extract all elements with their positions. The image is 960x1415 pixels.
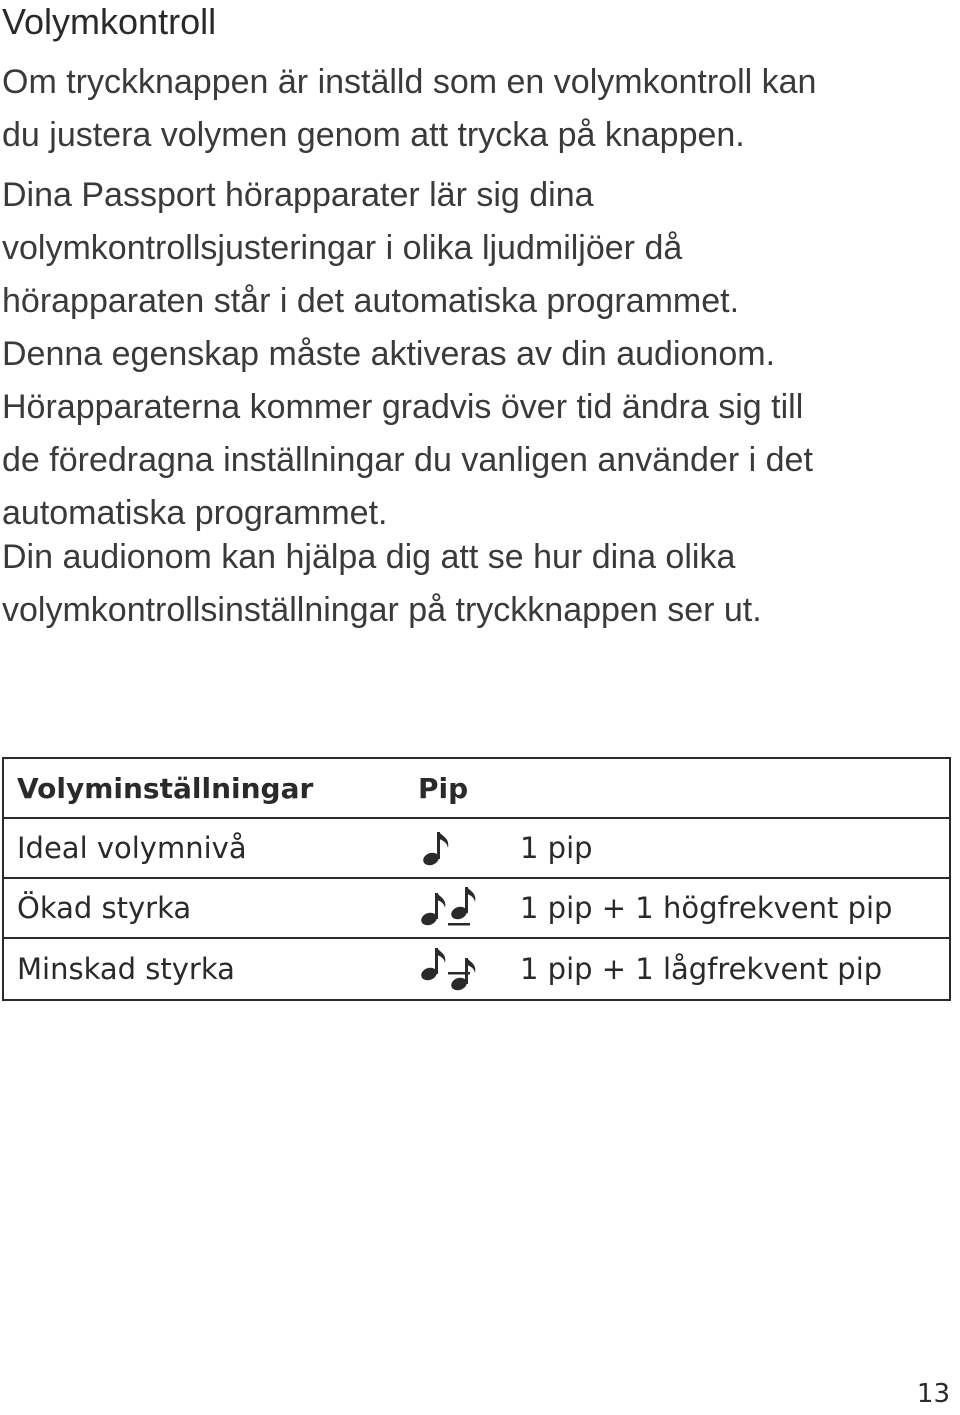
volume-setting-label: Ökad styrka — [17, 891, 192, 925]
volume-setting-label: Minskad styrka — [17, 952, 235, 986]
intro-paragraph — [2, 56, 816, 162]
table-row — [4, 939, 949, 999]
paragraph-line: Om tryckknappen är inställd som en volymkontroll kan — [2, 63, 817, 101]
paragraph-line: Hörapparaterna kommer gradvis över tid ändra sig till — [2, 388, 804, 426]
note-plus-low-note-icon — [418, 939, 488, 999]
paragraph-line: de föredragna inställningar du vanligen använder i det — [2, 441, 813, 479]
pip-description: 1 pip — [520, 831, 593, 865]
volume-setting-label: Ideal volymnivå — [17, 831, 247, 865]
note-plus-high-note-icon — [418, 879, 488, 937]
paragraph-line: volymkontrollsjusteringar i olika ljudmiljöer då — [2, 229, 683, 267]
paragraph-line: Din audionom kan hjälpa dig att se hur dina olika — [2, 538, 736, 576]
single-note-icon — [418, 819, 458, 877]
table-row — [4, 819, 949, 879]
column-header-pip: Pip — [418, 771, 469, 805]
table-header-row — [4, 759, 949, 819]
page-title: Volymkontroll — [2, 1, 217, 42]
paragraph-line: volymkontrollsinställningar på tryckknappen ser ut. — [2, 591, 762, 629]
paragraph-line: Denna egenskap måste aktiveras av din audionom. — [2, 335, 776, 373]
pip-description: 1 pip + 1 högfrekvent pip — [520, 891, 893, 925]
learning-paragraph — [2, 169, 813, 540]
audiologist-paragraph — [2, 531, 762, 637]
page-number: 13 — [916, 1379, 950, 1409]
column-header-volume-settings: Volyminställningar — [17, 771, 314, 805]
paragraph-line: hörapparaten står i det automatiska programmet. — [2, 282, 740, 320]
paragraph-line: Dina Passport hörapparater lär sig dina — [2, 176, 594, 214]
pip-description: 1 pip + 1 lågfrekvent pip — [520, 952, 883, 986]
volume-settings-table — [2, 757, 951, 1001]
paragraph-line: automatiska programmet. — [2, 494, 388, 532]
paragraph-line: du justera volymen genom att trycka på knappen. — [2, 116, 745, 154]
table-row — [4, 879, 949, 939]
